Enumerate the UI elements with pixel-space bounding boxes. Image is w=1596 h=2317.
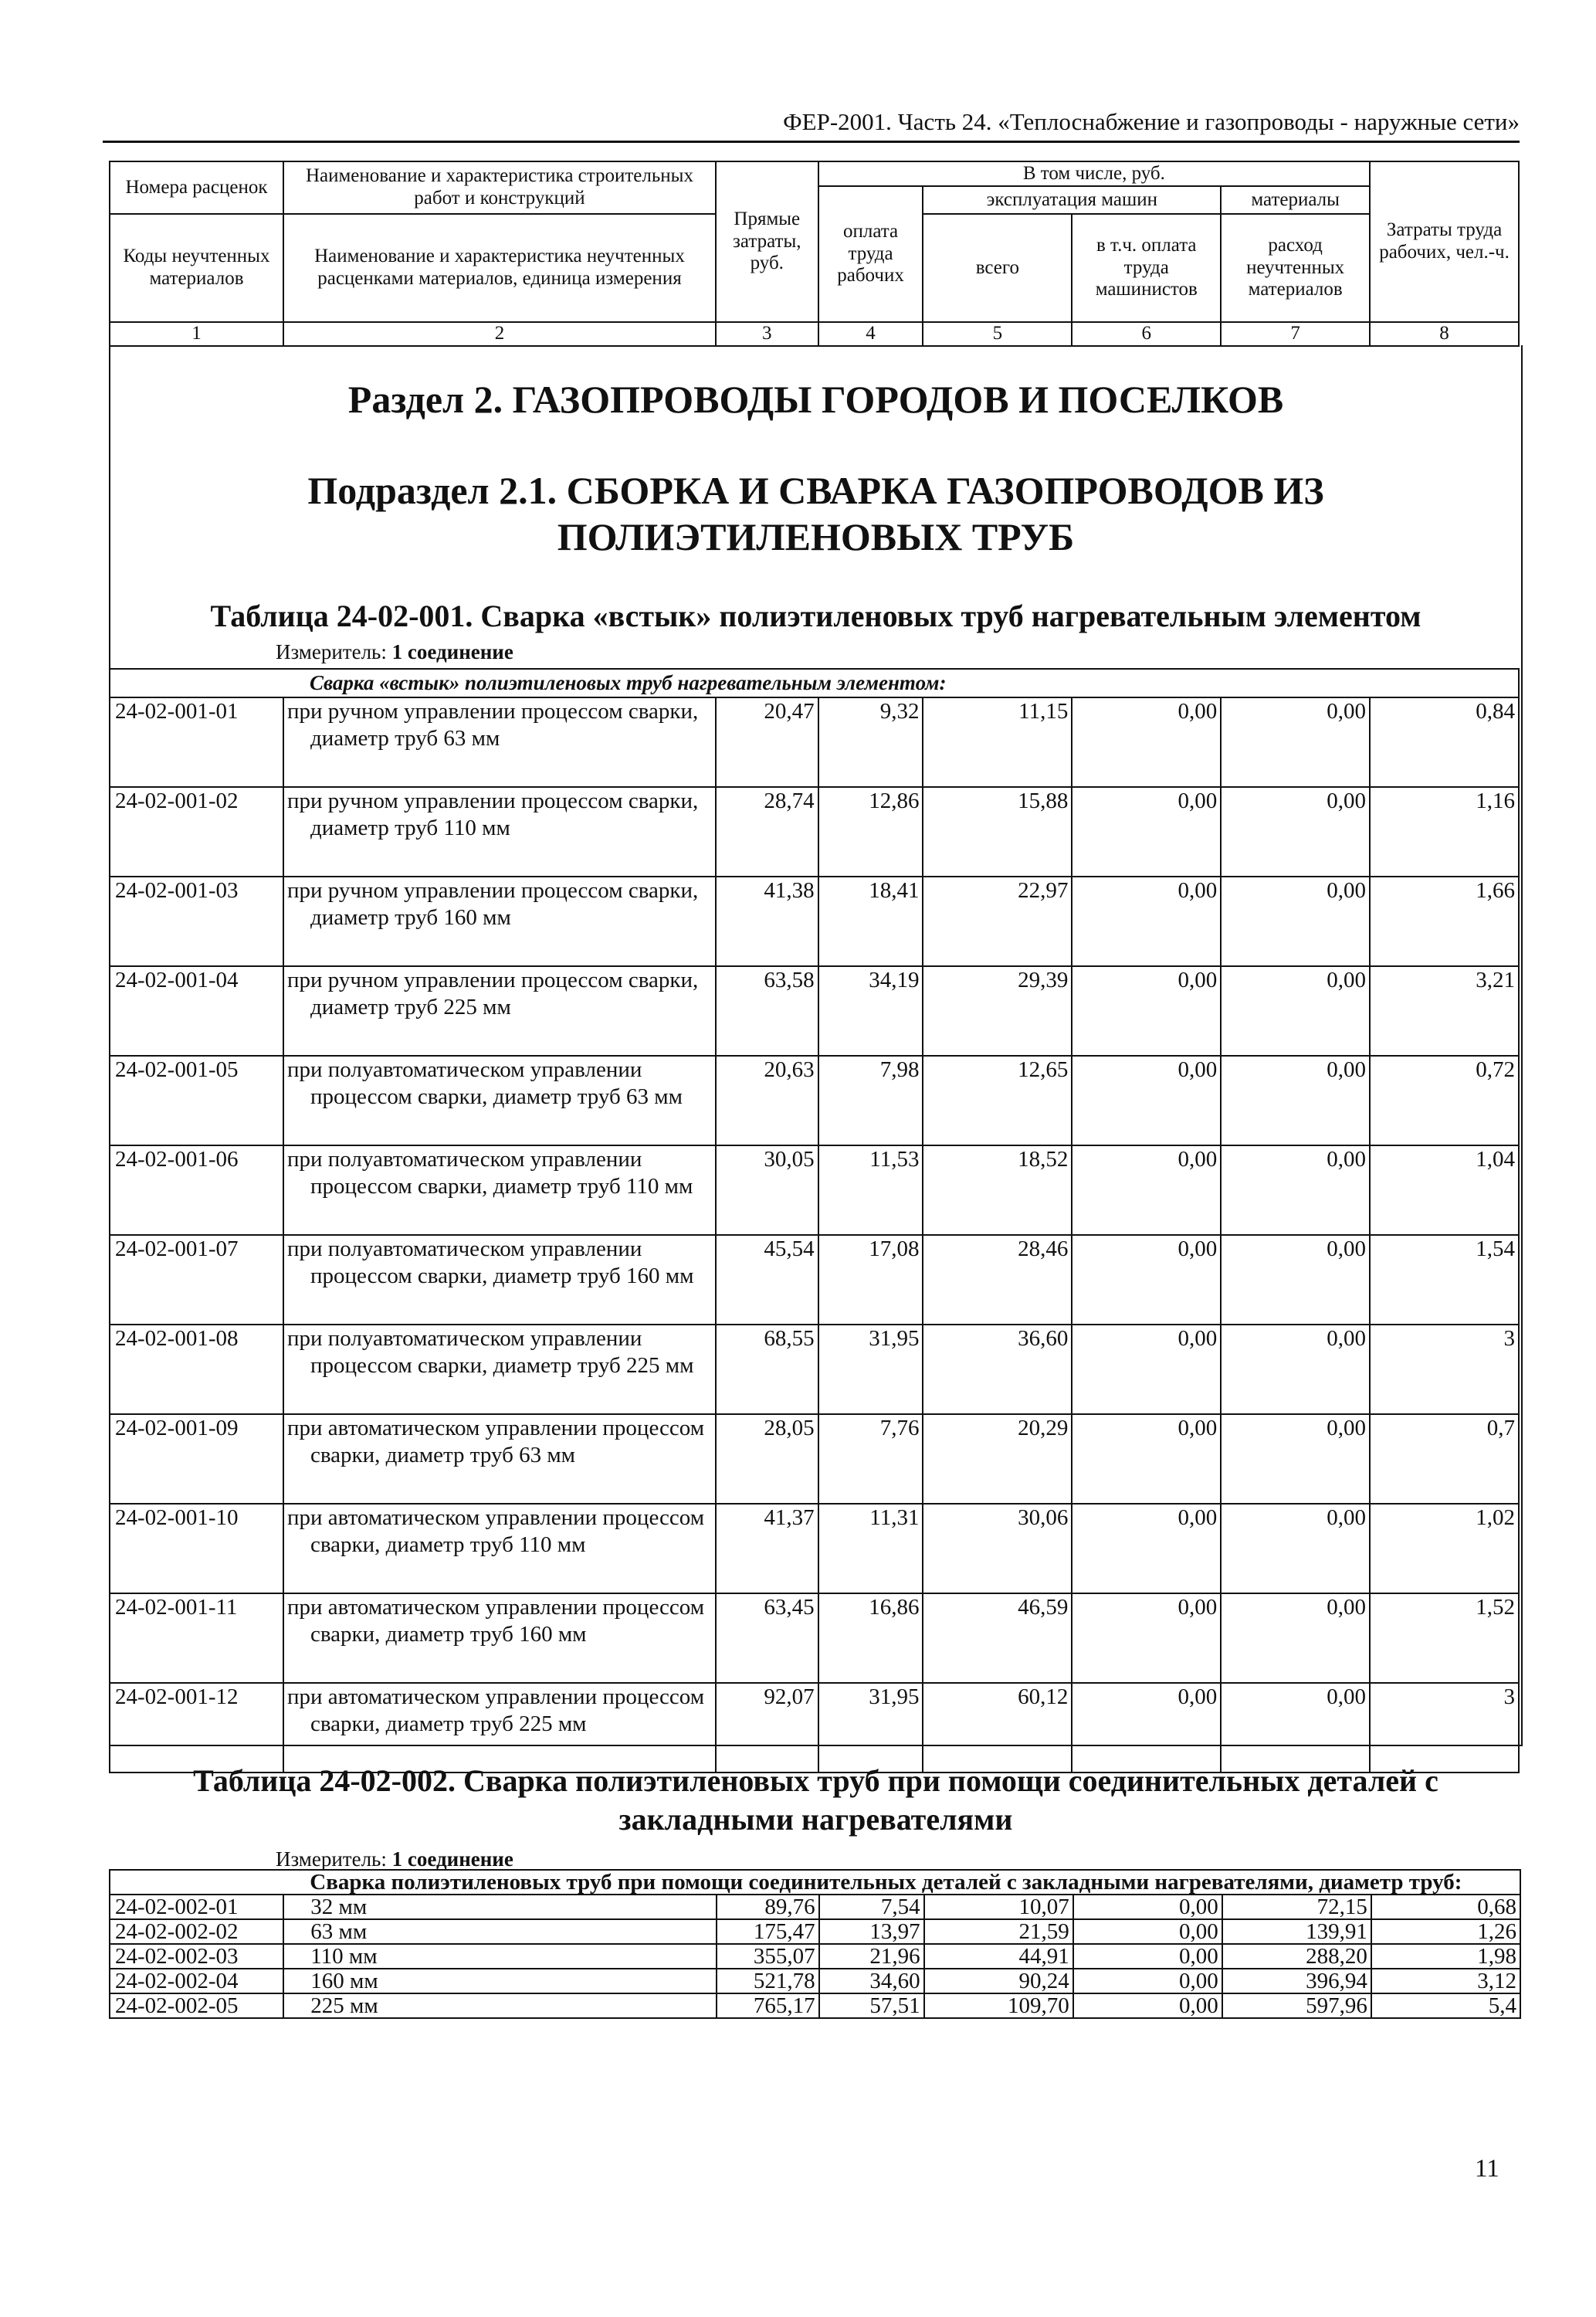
rate-code: 24-02-001-08	[110, 1325, 283, 1414]
labor-pay: 9,32	[818, 697, 923, 787]
machines-total: 28,46	[923, 1235, 1072, 1325]
header-col1-bottom: Коды неучтенных материалов	[110, 214, 283, 322]
machinists-pay: 0,00	[1072, 697, 1221, 787]
labor-hours: 1,52	[1370, 1593, 1519, 1683]
header-group-incl: В том числе, руб.	[818, 161, 1370, 186]
header-group-machines: эксплуатация машин	[923, 186, 1221, 214]
rate-name: при полуавтоматическом управлении процессом сварки, диаметр труб 160 мм	[283, 1235, 716, 1325]
direct-costs: 63,58	[716, 966, 818, 1056]
column-number: 3	[716, 322, 818, 346]
column-header-table	[109, 161, 1520, 347]
labor-hours: 5,4	[1371, 1993, 1520, 2018]
materials-consumption: 0,00	[1221, 877, 1370, 966]
machines-total: 22,97	[923, 877, 1072, 966]
rate-name: 63 мм	[283, 1919, 717, 1944]
direct-costs: 20,47	[716, 697, 818, 787]
machinists-pay: 0,00	[1073, 1919, 1222, 1944]
table-row	[110, 1056, 1519, 1145]
rate-code: 24-02-001-02	[110, 787, 283, 877]
running-title: ФЕР-2001. Часть 24. «Теплоснабжение и газопроводы - наружные сети»	[783, 108, 1520, 135]
labor-hours: 0,72	[1370, 1056, 1519, 1145]
rate-code: 24-02-001-07	[110, 1235, 283, 1325]
measure-value: 1 соединение	[391, 1847, 513, 1871]
header-col4: оплата труда рабочих	[818, 186, 923, 322]
labor-pay: 12,86	[818, 787, 923, 877]
table1-measure	[276, 640, 513, 664]
labor-pay: 31,95	[818, 1683, 923, 1773]
section-title: Раздел 2. ГАЗОПРОВОДЫ ГОРОДОВ И ПОСЕЛКОВ	[347, 378, 1284, 421]
materials-consumption: 0,00	[1221, 1325, 1370, 1414]
table-row	[110, 1683, 1519, 1773]
column-number: 1	[110, 322, 283, 346]
labor-pay: 16,86	[818, 1593, 923, 1683]
rate-name: при автоматическом управлении процессом сварки, диаметр труб 110 мм	[283, 1504, 716, 1593]
table-row	[110, 1993, 1520, 2018]
rate-name: при автоматическом управлении процессом сварки, диаметр труб 225 мм	[283, 1683, 716, 1773]
rate-name: при автоматическом управлении процессом сварки, диаметр труб 160 мм	[283, 1593, 716, 1683]
labor-pay: 21,96	[819, 1944, 924, 1969]
table-row	[110, 1969, 1520, 1993]
direct-costs: 28,05	[716, 1414, 818, 1504]
machines-total: 11,15	[923, 697, 1072, 787]
machinists-pay: 0,00	[1072, 1145, 1221, 1235]
subsection-title-line1: Подраздел 2.1. СБОРКА И СВАРКА ГАЗОПРОВОДОВ ИЗ	[307, 469, 1324, 512]
machinists-pay: 0,00	[1073, 1969, 1222, 1993]
machinists-pay: 0,00	[1072, 1504, 1221, 1593]
materials-consumption: 0,00	[1221, 966, 1370, 1056]
labor-hours: 0,68	[1371, 1895, 1520, 1919]
machinists-pay: 0,00	[1072, 877, 1221, 966]
machinists-pay: 0,00	[1072, 1056, 1221, 1145]
labor-pay: 7,76	[818, 1414, 923, 1504]
direct-costs: 41,38	[716, 877, 818, 966]
header-rule	[103, 141, 1520, 143]
table-row	[110, 1325, 1519, 1414]
machines-total: 90,24	[924, 1969, 1073, 1993]
rate-code: 24-02-002-04	[110, 1969, 283, 1993]
labor-pay: 17,08	[818, 1235, 923, 1325]
measure-value: 1 соединение	[391, 640, 513, 663]
labor-hours: 1,98	[1371, 1944, 1520, 1969]
rate-code: 24-02-002-03	[110, 1944, 283, 1969]
table-row	[110, 1919, 1520, 1944]
table2-title-line1: Таблица 24-02-002. Сварка полиэтиленовых труб при помощи соединительных деталей с	[193, 1763, 1438, 1798]
materials-consumption: 0,00	[1221, 697, 1370, 787]
materials-consumption: 72,15	[1222, 1895, 1371, 1919]
labor-hours: 1,04	[1370, 1145, 1519, 1235]
direct-costs: 355,07	[717, 1944, 819, 1969]
direct-costs: 20,63	[716, 1056, 818, 1145]
materials-consumption: 0,00	[1221, 1145, 1370, 1235]
materials-consumption: 0,00	[1221, 787, 1370, 877]
labor-hours: 1,26	[1371, 1919, 1520, 1944]
table2-rates	[109, 1869, 1521, 2019]
rate-name: при ручном управлении процессом сварки, диаметр труб 225 мм	[283, 966, 716, 1056]
machinists-pay: 0,00	[1072, 1593, 1221, 1683]
machinists-pay: 0,00	[1072, 966, 1221, 1056]
table2-caption: Сварка полиэтиленовых труб при помощи соединительных деталей с закладными нагревателями, диаметр труб:	[283, 1870, 1520, 1895]
materials-consumption: 0,00	[1221, 1504, 1370, 1593]
materials-consumption: 0,00	[1221, 1235, 1370, 1325]
rate-name: при полуавтоматическом управлении процессом сварки, диаметр труб 110 мм	[283, 1145, 716, 1235]
machines-total: 109,70	[924, 1993, 1073, 2018]
labor-pay: 7,98	[818, 1056, 923, 1145]
direct-costs: 175,47	[717, 1919, 819, 1944]
table1-rates	[109, 668, 1520, 1773]
rate-name: 32 мм	[283, 1895, 717, 1919]
materials-consumption: 0,00	[1221, 1683, 1370, 1773]
column-number: 6	[1072, 322, 1221, 346]
rate-name: 225 мм	[283, 1993, 717, 2018]
machines-total: 12,65	[923, 1056, 1072, 1145]
table2-measure	[276, 1847, 513, 1871]
labor-pay: 34,19	[818, 966, 923, 1056]
column-number: 7	[1221, 322, 1370, 346]
column-number: 4	[818, 322, 923, 346]
table1-title: Таблица 24-02-001. Сварка «встык» полиэтиленовых труб нагревательным элементом	[210, 599, 1421, 633]
labor-hours: 1,54	[1370, 1235, 1519, 1325]
table-row	[110, 697, 1519, 787]
machines-total: 46,59	[923, 1593, 1072, 1683]
machines-total: 21,59	[924, 1919, 1073, 1944]
header-col2-top: Наименование и характеристика строительных работ и конструкций	[283, 161, 716, 214]
machines-total: 36,60	[923, 1325, 1072, 1414]
machinists-pay: 0,00	[1073, 1993, 1222, 2018]
machinists-pay: 0,00	[1072, 787, 1221, 877]
header-col6: в т.ч. оплата труда машинистов	[1072, 214, 1221, 322]
column-number: 2	[283, 322, 716, 346]
rate-name: 110 мм	[283, 1944, 717, 1969]
rate-name: при ручном управлении процессом сварки, диаметр труб 160 мм	[283, 877, 716, 966]
machines-total: 10,07	[924, 1895, 1073, 1919]
materials-consumption: 0,00	[1221, 1593, 1370, 1683]
rate-code: 24-02-001-04	[110, 966, 283, 1056]
rate-code: 24-02-001-03	[110, 877, 283, 966]
table-row	[110, 966, 1519, 1056]
labor-hours: 3,21	[1370, 966, 1519, 1056]
machines-total: 60,12	[923, 1683, 1072, 1773]
rate-code: 24-02-001-06	[110, 1145, 283, 1235]
labor-pay: 34,60	[819, 1969, 924, 1993]
rate-code: 24-02-001-11	[110, 1593, 283, 1683]
direct-costs: 28,74	[716, 787, 818, 877]
direct-costs: 521,78	[717, 1969, 819, 1993]
page-number: 11	[1475, 2155, 1499, 2183]
labor-hours: 3,12	[1371, 1969, 1520, 1993]
materials-consumption: 0,00	[1221, 1414, 1370, 1504]
subsection-title-line2: ПОЛИЭТИЛЕНОВЫХ ТРУБ	[557, 515, 1075, 558]
rate-code: 24-02-001-12	[110, 1683, 283, 1773]
machinists-pay: 0,00	[1072, 1325, 1221, 1414]
direct-costs: 45,54	[716, 1235, 818, 1325]
materials-consumption: 288,20	[1222, 1944, 1371, 1969]
machinists-pay: 0,00	[1073, 1944, 1222, 1969]
direct-costs: 765,17	[717, 1993, 819, 2018]
content-frame	[109, 345, 1523, 1871]
labor-hours: 1,66	[1370, 877, 1519, 966]
materials-consumption: 396,94	[1222, 1969, 1371, 1993]
measure-label: Измеритель:	[276, 1847, 387, 1871]
rate-code: 24-02-001-10	[110, 1504, 283, 1593]
machines-total: 18,52	[923, 1145, 1072, 1235]
column-number: 5	[923, 322, 1072, 346]
materials-consumption: 0,00	[1221, 1056, 1370, 1145]
rate-name: при автоматическом управлении процессом сварки, диаметр труб 63 мм	[283, 1414, 716, 1504]
direct-costs: 68,55	[716, 1325, 818, 1414]
caption-spacer	[110, 1870, 283, 1895]
header-col5: всего	[923, 214, 1072, 322]
machinists-pay: 0,00	[1072, 1235, 1221, 1325]
machines-total: 30,06	[923, 1504, 1072, 1593]
machines-total: 29,39	[923, 966, 1072, 1056]
machinists-pay: 0,00	[1072, 1414, 1221, 1504]
direct-costs: 92,07	[716, 1683, 818, 1773]
table-row	[110, 1504, 1519, 1593]
rate-code: 24-02-002-01	[110, 1895, 283, 1919]
machinists-pay: 0,00	[1072, 1683, 1221, 1773]
labor-hours: 0,84	[1370, 697, 1519, 787]
table-row	[110, 1895, 1520, 1919]
direct-costs: 30,05	[716, 1145, 818, 1235]
labor-pay: 57,51	[819, 1993, 924, 2018]
labor-pay: 11,31	[818, 1504, 923, 1593]
rate-code: 24-02-002-05	[110, 1993, 283, 2018]
rate-code: 24-02-001-01	[110, 697, 283, 787]
table-row	[110, 787, 1519, 877]
labor-pay: 31,95	[818, 1325, 923, 1414]
rate-name: 160 мм	[283, 1969, 717, 1993]
table-row	[110, 1145, 1519, 1235]
rate-name: при ручном управлении процессом сварки, диаметр труб 110 мм	[283, 787, 716, 877]
rate-code: 24-02-001-05	[110, 1056, 283, 1145]
table2-title-line2: закладными нагревателями	[618, 1802, 1013, 1837]
labor-hours: 0,7	[1370, 1414, 1519, 1504]
labor-hours: 3	[1370, 1683, 1519, 1773]
rate-name: при полуавтоматическом управлении процессом сварки, диаметр труб 63 мм	[283, 1056, 716, 1145]
labor-hours: 3	[1370, 1325, 1519, 1414]
table-row	[110, 1235, 1519, 1325]
labor-pay: 7,54	[819, 1895, 924, 1919]
labor-hours: 1,02	[1370, 1504, 1519, 1593]
rate-name: при полуавтоматическом управлении процессом сварки, диаметр труб 225 мм	[283, 1325, 716, 1414]
header-col8: Затраты труда рабочих, чел.-ч.	[1370, 161, 1519, 322]
materials-consumption: 139,91	[1222, 1919, 1371, 1944]
machines-total: 20,29	[923, 1414, 1072, 1504]
machines-total: 44,91	[924, 1944, 1073, 1969]
table1-caption: Сварка «встык» полиэтиленовых труб нагревательным элементом:	[283, 669, 1519, 697]
table-row	[110, 1414, 1519, 1504]
labor-pay: 11,53	[818, 1145, 923, 1235]
table-row	[110, 877, 1519, 966]
materials-consumption: 597,96	[1222, 1993, 1371, 2018]
direct-costs: 41,37	[716, 1504, 818, 1593]
labor-hours: 1,16	[1370, 787, 1519, 877]
caption-spacer	[110, 669, 283, 697]
measure-label: Измеритель:	[276, 640, 387, 663]
machines-total: 15,88	[923, 787, 1072, 877]
rate-code: 24-02-002-02	[110, 1919, 283, 1944]
header-group-materials: материалы	[1221, 186, 1370, 214]
header-col1-top: Номера расценок	[110, 161, 283, 214]
rate-code: 24-02-001-09	[110, 1414, 283, 1504]
labor-pay: 18,41	[818, 877, 923, 966]
direct-costs: 63,45	[716, 1593, 818, 1683]
header-col3: Прямые затраты, руб.	[716, 161, 818, 322]
rate-name: при ручном управлении процессом сварки, диаметр труб 63 мм	[283, 697, 716, 787]
table-row	[110, 1944, 1520, 1969]
column-number: 8	[1370, 322, 1519, 346]
header-col2-bottom: Наименование и характеристика неучтенных расценками материалов, единица измерения	[283, 214, 716, 322]
machinists-pay: 0,00	[1073, 1895, 1222, 1919]
labor-pay: 13,97	[819, 1919, 924, 1944]
header-col7: расход неучтенных материалов	[1221, 214, 1370, 322]
table-row	[110, 1593, 1519, 1683]
direct-costs: 89,76	[717, 1895, 819, 1919]
